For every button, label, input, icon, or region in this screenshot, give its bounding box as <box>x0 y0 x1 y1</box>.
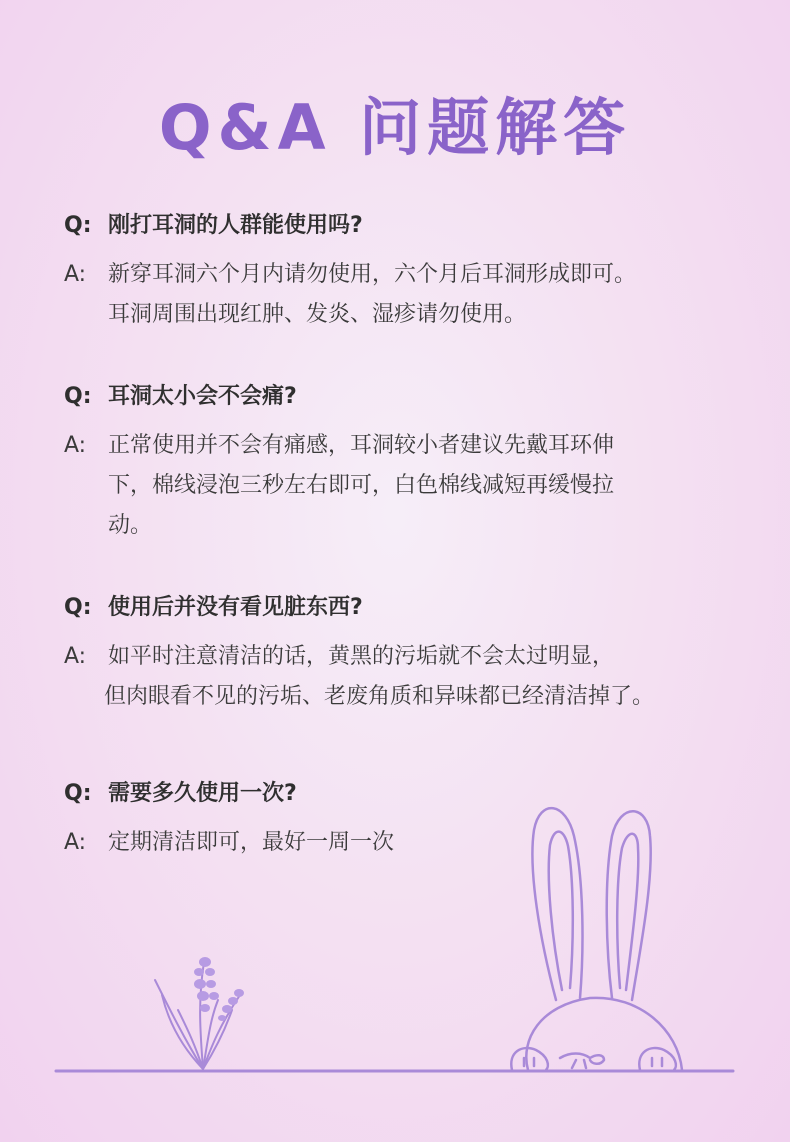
answer-line: 定期清洁即可，最好一周一次 <box>108 830 395 855</box>
page-title: Q&A 问题解答 <box>158 91 632 164</box>
lavender-icon <box>155 957 244 1069</box>
bunny-icon <box>511 808 682 1070</box>
question-text: 刚打耳洞的人群能使用吗? <box>108 213 363 238</box>
question-prefix: Q: <box>64 595 92 620</box>
answer-line: 新穿耳洞六个月内请勿使用，六个月后耳洞形成即可。 <box>108 262 637 287</box>
answer-line: 下，棉线浸泡三秒左右即可，白色棉线减短再缓慢拉 <box>108 473 615 498</box>
answer-prefix: A: <box>64 433 87 458</box>
answer-line: 如平时注意清洁的话，黄黑的污垢就不会太过明显， <box>108 644 615 669</box>
answer-line: 耳洞周围出现红肿、发炎、湿疹请勿使用。 <box>108 302 527 327</box>
answer-line: 动。 <box>108 513 153 538</box>
answer-prefix: A: <box>64 830 87 855</box>
question-prefix: Q: <box>64 781 92 806</box>
answer-line: 但肉眼看不见的污垢、老废角质和异味都已经清洁掉了。 <box>104 684 655 709</box>
answer-prefix: A: <box>64 644 87 669</box>
question-text: 使用后并没有看见脏东西? <box>108 595 363 620</box>
answer-line: 正常使用并不会有痛感，耳洞较小者建议先戴耳环伸 <box>108 433 615 458</box>
question-prefix: Q: <box>64 213 92 238</box>
question-text: 耳洞太小会不会痛? <box>108 384 297 409</box>
question-text: 需要多久使用一次? <box>108 781 297 806</box>
answer-prefix: A: <box>64 262 87 287</box>
question-prefix: Q: <box>64 384 92 409</box>
